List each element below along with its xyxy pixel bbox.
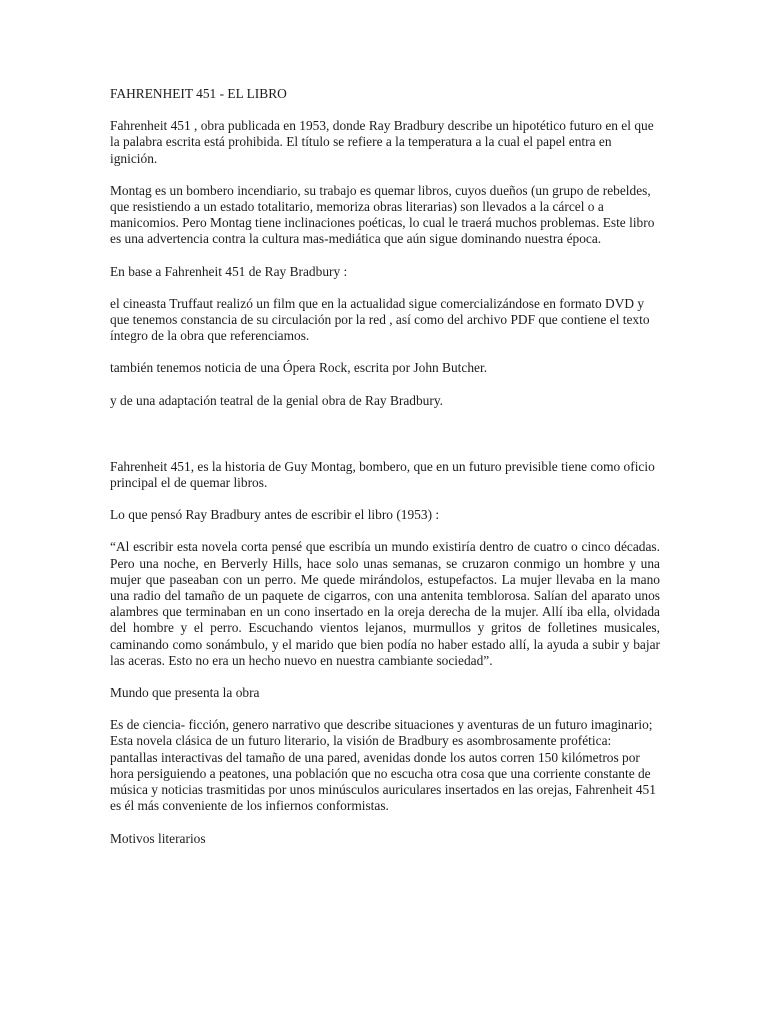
paragraph-science-fiction: Es de ciencia- ficción, genero narrativo que describe situaciones y aventuras de un futuro imaginario; Esta novela clásica de un futuro literario, la visión de Bradbury es asombrosamente profética: pantallas interactivas del tamaño de una pared, avenidas donde los autos corren 150 kilómetros por hora persiguiendo a peatones, una población que no escucha otra cosa que una corriente constante de música y noticias trasmitidas por unos minúsculos auriculares insertados en las orejas, Fahrenheit 451 es él más conveniente de los infiernos conformistas.: [110, 717, 656, 814]
document-title: FAHRENHEIT 451 - EL LIBRO: [110, 86, 287, 101]
paragraph-intro: Fahrenheit 451 , obra publicada en 1953, donde Ray Bradbury describe un hipotético futuro en el que la palabra escrita está prohibida. El título se refiere a la temperatura a la cual el papel entra en ignición.: [110, 118, 654, 166]
paragraph-bradbury-thoughts: Lo que pensó Ray Bradbury antes de escribir el libro (1953) :: [110, 507, 440, 523]
paragraph-truffaut: el cineasta Truffaut realizó un film que en la actualidad sigue comercializándose en formato DVD y que tenemos constancia de su circulación por la red , así como del archivo PDF que contiene el texto íntegro de la obra que referenciamos.: [110, 295, 650, 344]
paragraph-quote: “Al escribir esta novela corta pensé que escribía un mundo existiría dentro de cuatro o cinco décadas. Pero una noche, en Berverly Hills, hace solo unas semanas, se cruzaron conmigo un hombre y una mujer que paseaban con un perro. Me quede mirándolos, estupefactos. La mujer llevaba en la mano una radio del tamaño de un paquete de cigarros, con una antenita temblorosa. Salían del aparato unos alambres que terminaban en un cono insertado en la oreja derecha de la mujer. Allí iba ella, olvidada del hombre y el perro. Escuchando vientos lejanos, murmullos y gritos de folletines musicales, caminando como sonámbulo, y el marido que bien podía no haber estado allí, la ayuda a subir y bajar las aceras. Esto no era un hecho nuevo en nuestra cambiante sociedad”.: [110, 539, 660, 668]
paragraph-based-on: En base a Fahrenheit 451 de Ray Bradbury :: [110, 263, 348, 279]
document-page: [110, 86, 660, 863]
paragraph-theatre: y de una adaptación teatral de la genial obra de Ray Bradbury.: [110, 392, 444, 408]
section-heading-motives: Motivos literarios: [110, 830, 206, 846]
paragraph-opera-rock: también tenemos noticia de una Ópera Rock, escrita por John Butcher.: [110, 360, 488, 376]
paragraph-story: Fahrenheit 451, es la historia de Guy Montag, bombero, que en un futuro previsible tiene como oficio principal el de quemar libros.: [110, 458, 655, 491]
paragraph-montag: Montag es un bombero incendiario, su trabajo es quemar libros, cuyos dueños (un grupo de rebeldes, que resistiendo a un estado totalitario, memoriza obras literarias) son llevados a la cárcel o a manicomios. Pero Montag tiene inclinaciones poéticas, lo cual le traerá muchos problemas. Este libro es una advertencia contra la cultura mas-mediática que aún sigue dominando nuestra época.: [110, 182, 655, 247]
section-heading-world: Mundo que presenta la obra: [110, 685, 260, 701]
